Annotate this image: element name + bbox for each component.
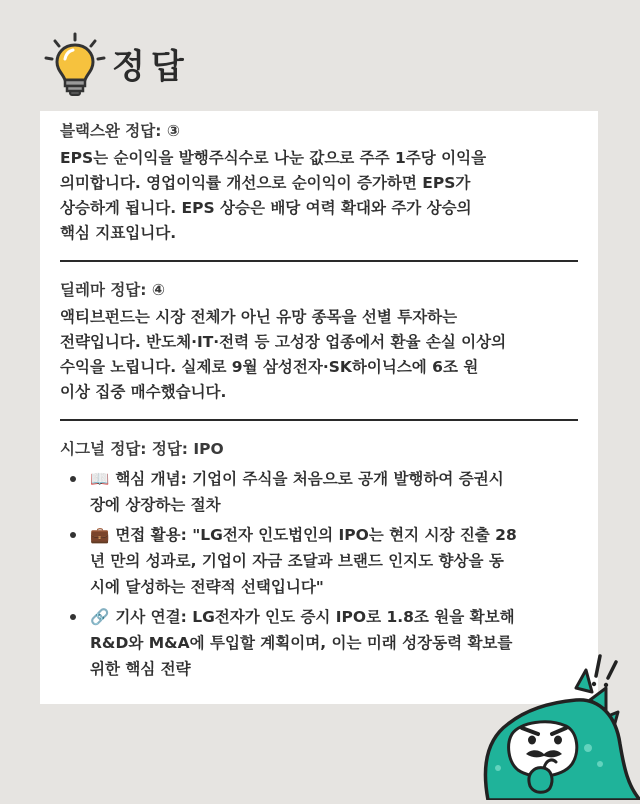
body-line: 상승하게 됩니다. EPS 상승은 배당 여력 확대와 주가 상승의: [60, 199, 472, 217]
body-line: 전략입니다. 반도체·IT·전력 등 고성장 업종에서 환율 손실 이상의: [60, 333, 507, 351]
section-body: [60, 146, 578, 246]
answer-card: [40, 111, 598, 704]
briefcase-icon: 💼: [90, 526, 110, 544]
list-item: [60, 522, 578, 600]
body-line: 의미합니다. 영업이익률 개선으로 순이익이 증가하면 EPS가: [60, 174, 471, 192]
bullet-text: 기사 연결: LG전자가 인도 증시 IPO로 1.8조 원을 확보해: [115, 608, 515, 626]
dinosaur-mascot-icon: [468, 648, 640, 800]
section-title: 시그널 정답: 정답: IPO: [60, 440, 224, 458]
section-title: 딜레마 정답: ④: [60, 281, 165, 299]
body-line: 이상 집중 매수했습니다.: [60, 383, 227, 401]
bullet-line: 위한 핵심 전략: [90, 660, 191, 678]
lightbulb-icon: [40, 30, 110, 100]
body-line: EPS는 순이익을 발행주식수로 나눈 값으로 주주 1주당 이익을: [60, 149, 487, 167]
bullet-line: 년 만의 성과로, 기업이 자금 조달과 브랜드 인지도 향상을 동: [90, 552, 504, 570]
section-black-swan: [60, 119, 578, 246]
bullet-dot: [70, 614, 76, 620]
link-icon: 🔗: [90, 608, 110, 626]
bullet-line: 장에 상장하는 절차: [90, 496, 221, 514]
section-body: [60, 305, 578, 405]
bullet-line: 시에 달성하는 전략적 선택입니다": [90, 578, 324, 596]
bullet-dot: [70, 532, 76, 538]
section-title: 블랙스완 정답: ③: [60, 122, 180, 140]
bullet-line: [90, 466, 578, 492]
bullet-line: R&D와 M&A에 투입할 계획이며, 이는 미래 성장동력 확보를: [90, 634, 513, 652]
section-dilemma: [60, 278, 578, 405]
bullet-text: 면접 활용: "LG전자 인도법인의 IPO는 현지 시장 진출 28: [115, 526, 517, 544]
divider: [60, 419, 578, 421]
header: [40, 30, 190, 100]
bullet-dot: [70, 476, 76, 482]
list-item: [60, 466, 578, 518]
divider: [60, 260, 578, 262]
page-title: 정답: [112, 46, 190, 87]
body-line: 수익을 노립니다. 실제로 9월 삼성전자·SK하이닉스에 6조 원: [60, 358, 479, 376]
bullet-line: [90, 522, 578, 548]
book-icon: 📖: [90, 470, 110, 488]
bullet-text: 핵심 개념: 기업이 주식을 처음으로 공개 발행하여 증권시: [115, 470, 504, 488]
body-line: 액티브펀드는 시장 전체가 아닌 유망 종목을 선별 투자하는: [60, 308, 458, 326]
section-signal: [60, 437, 578, 682]
body-line: 핵심 지표입니다.: [60, 224, 177, 242]
bullet-line: [90, 604, 578, 630]
